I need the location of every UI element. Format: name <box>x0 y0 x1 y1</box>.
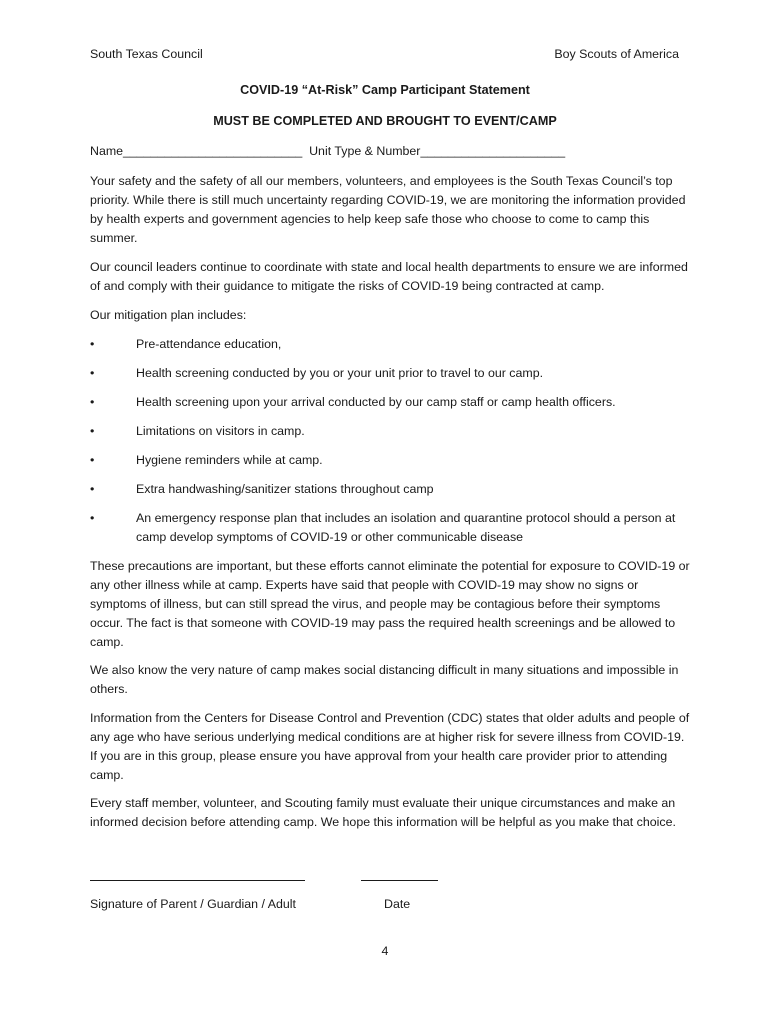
bullet-icon: • <box>90 453 95 467</box>
bullet-icon: • <box>90 482 95 496</box>
leaders-paragraph: Our council leaders continue to coordinate with state and local health departments to ensure we are informed of and comply with their guidance to mitigate the risks of COVID-19 being contracted at camp. <box>90 260 688 293</box>
list-item-text: Hygiene reminders while at camp. <box>136 453 323 467</box>
list-item-text: Pre-attendance education, <box>136 337 282 351</box>
date-line <box>361 880 438 881</box>
date-label: Date <box>384 897 411 911</box>
page-number: 4 <box>381 944 389 958</box>
document-title: COVID-19 “At-Risk” Camp Participant Statement <box>240 83 530 97</box>
precautions-paragraph: These precautions are important, but these efforts cannot eliminate the potential for exposure to COVID-19 or any other illness while at camp. Experts have said that people with COVID-19 may show no signs or symptoms of illness, but can still spread the virus, and people may be contagious before their symptoms occur. The fact is that someone with COVID-19 may pass the required health screenings and be allowed to camp. <box>90 559 690 649</box>
bullet-icon: • <box>90 337 95 351</box>
bullet-icon: • <box>90 424 95 438</box>
header-council: South Texas Council <box>90 47 203 61</box>
plan-intro-paragraph: Our mitigation plan includes: <box>90 308 247 322</box>
header-organization: Boy Scouts of America <box>554 47 679 61</box>
distancing-paragraph: We also know the very nature of camp makes social distancing difficult in many situations and impossible in others. <box>90 663 679 696</box>
cdc-paragraph: Information from the Centers for Disease Control and Prevention (CDC) states that older adults and people of any age who have serious underlying medical conditions are at higher risk for severe illness from COVID-19. If you are in this group, please ensure you have approval from your health care provider prior to attending camp. <box>90 711 690 782</box>
bullet-icon: • <box>90 511 95 525</box>
list-item-text: Health screening upon your arrival conducted by our camp staff or camp health officers. <box>136 395 616 409</box>
list-item-text: An emergency response plan that includes an isolation and quarantine protocol should a person at camp develop symptoms of COVID-19 or other communicable disease <box>136 511 676 544</box>
signature-label: Signature of Parent / Guardian / Adult <box>90 897 296 911</box>
signature-line <box>90 880 305 881</box>
list-item-text: Health screening conducted by you or your unit prior to travel to our camp. <box>136 366 544 380</box>
bullet-icon: • <box>90 366 95 380</box>
intro-paragraph: Your safety and the safety of all our members, volunteers, and employees is the South Texas Council’s top priority. While there is still much uncertainty regarding COVID-19, we are monitoring the information provided by health experts and government agencies to help keep safe those who choose to come to camp this summer. <box>90 174 686 245</box>
bullet-icon: • <box>90 395 95 409</box>
document-subtitle: MUST BE COMPLETED AND BROUGHT TO EVENT/CAMP <box>213 114 557 128</box>
evaluate-paragraph: Every staff member, volunteer, and Scouting family must evaluate their unique circumstances and make an informed decision before attending camp. We hope this information will be helpful as you make that choice. <box>90 796 676 829</box>
list-item-text: Limitations on visitors in camp. <box>136 424 305 438</box>
list-item-text: Extra handwashing/sanitizer stations throughout camp <box>136 482 434 496</box>
name-unit-fields: Name__________________________ Unit Type & Number_____________________ <box>90 144 566 158</box>
